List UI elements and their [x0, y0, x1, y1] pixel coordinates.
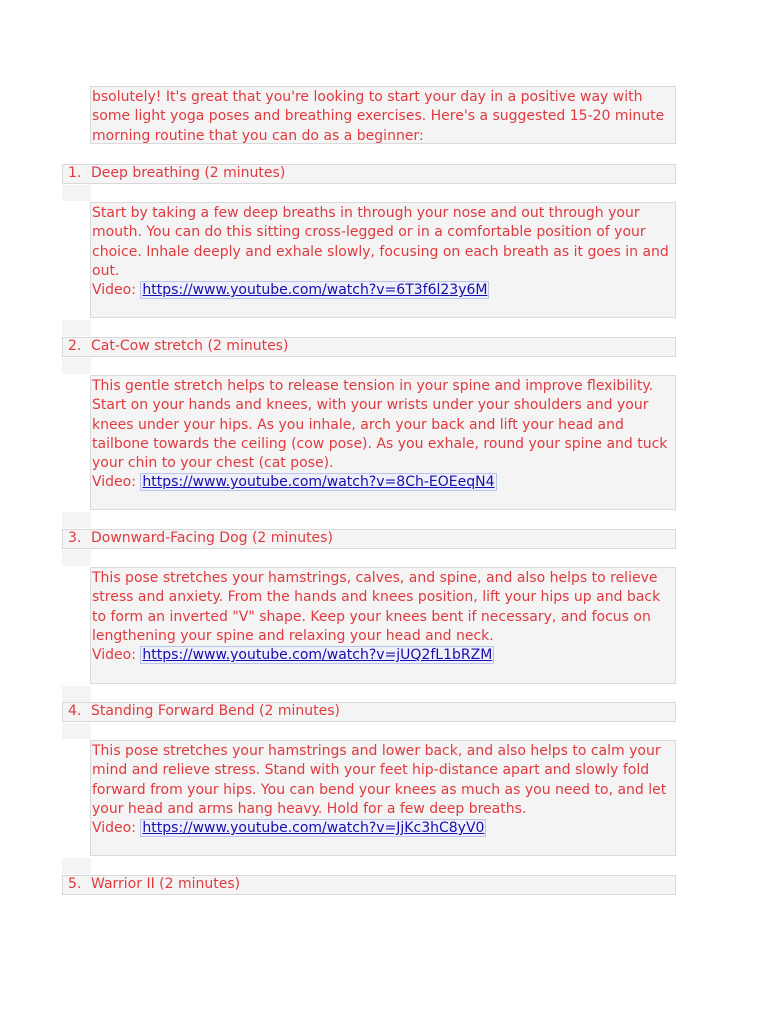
spacer-row [62, 512, 91, 528]
intro-paragraph [90, 86, 676, 144]
spacer-row [62, 723, 91, 739]
spacer-row [62, 320, 91, 336]
item-1-description [90, 202, 676, 318]
description-text: This gentle stretch helps to release tension in your spine and improve flexibility. Start on your hands and knees, with your wrists under your shoulders and your knees under your hips. As you inhale, arch your back and lift your head and tailbone towards the ceiling (cow pose). As you exhale, round your spine and tuck your chin to your chest (cat pose). [92, 378, 668, 472]
list-item-title: Deep breathing (2 minutes) [91, 165, 286, 181]
list-number: 3. [68, 530, 82, 546]
item-3-description [90, 567, 676, 684]
spacer-row [62, 358, 91, 374]
list-number: 4. [68, 703, 82, 719]
video-link-2[interactable]: https://www.youtube.com/watch?v=8Ch-EOEeqN4 [142, 474, 495, 491]
list-item-3 [62, 529, 676, 549]
description-text: This pose stretches your hamstrings, calves, and spine, and also helps to relieve stress and anxiety. From the hands and knees position, lift your hips up and back to form an inverted "V" shape. Keep your knees bent if necessary, and focus on lengthening your spine and relaxing your head and neck. [92, 570, 661, 644]
video-label: Video: [92, 474, 136, 491]
video-link-1[interactable]: https://www.youtube.com/watch?v=6T3f6l23y6M [142, 282, 488, 299]
video-link-4[interactable]: https://www.youtube.com/watch?v=JjKc3hC8yV0 [142, 820, 485, 837]
video-label: Video: [92, 282, 136, 299]
list-item-4 [62, 702, 676, 722]
list-item-5 [62, 875, 676, 895]
list-number: 1. [68, 165, 82, 181]
description-text: This pose stretches your hamstrings and lower back, and also helps to calm your mind and relieve stress. Stand with your feet hip-distance apart and slowly fold forward from your hips. You can bend your knees as much as you need to, and let your head and arms hang heavy. Hold for a few deep breaths. [92, 743, 667, 817]
video-label: Video: [92, 647, 136, 664]
list-item-1 [62, 164, 676, 184]
spacer-row [62, 550, 91, 566]
list-item-title: Downward-Facing Dog (2 minutes) [91, 530, 333, 546]
video-link-3[interactable]: https://www.youtube.com/watch?v=jUQ2fL1bRZM [142, 647, 493, 664]
video-line [92, 646, 675, 665]
item-4-description [90, 740, 676, 856]
list-item-title: Cat-Cow stretch (2 minutes) [91, 338, 289, 354]
list-number: 5. [68, 876, 82, 892]
video-label: Video: [92, 820, 136, 837]
description-text: Start by taking a few deep breaths in through your nose and out through your mouth. You can do this sitting cross-legged or in a comfortable position of your choice. Inhale deeply and exhale slowly, focusing on each breath as it goes in and out. [92, 205, 669, 279]
intro-text: bsolutely! It's great that you're looking to start your day in a positive way with some light yoga poses and breathing exercises. Here's a suggested 15-20 minute morning routine that you can do as a beginner: [92, 89, 665, 144]
spacer-row [62, 858, 91, 874]
list-item-title: Standing Forward Bend (2 minutes) [91, 703, 340, 719]
list-item-title: Warrior II (2 minutes) [91, 876, 241, 892]
spacer-row [62, 185, 91, 201]
video-line [92, 281, 675, 300]
list-number: 2. [68, 338, 82, 354]
spacer-row [62, 686, 91, 702]
item-2-description [90, 375, 676, 510]
video-line [92, 473, 675, 492]
list-item-2 [62, 337, 676, 357]
video-line [92, 819, 675, 838]
